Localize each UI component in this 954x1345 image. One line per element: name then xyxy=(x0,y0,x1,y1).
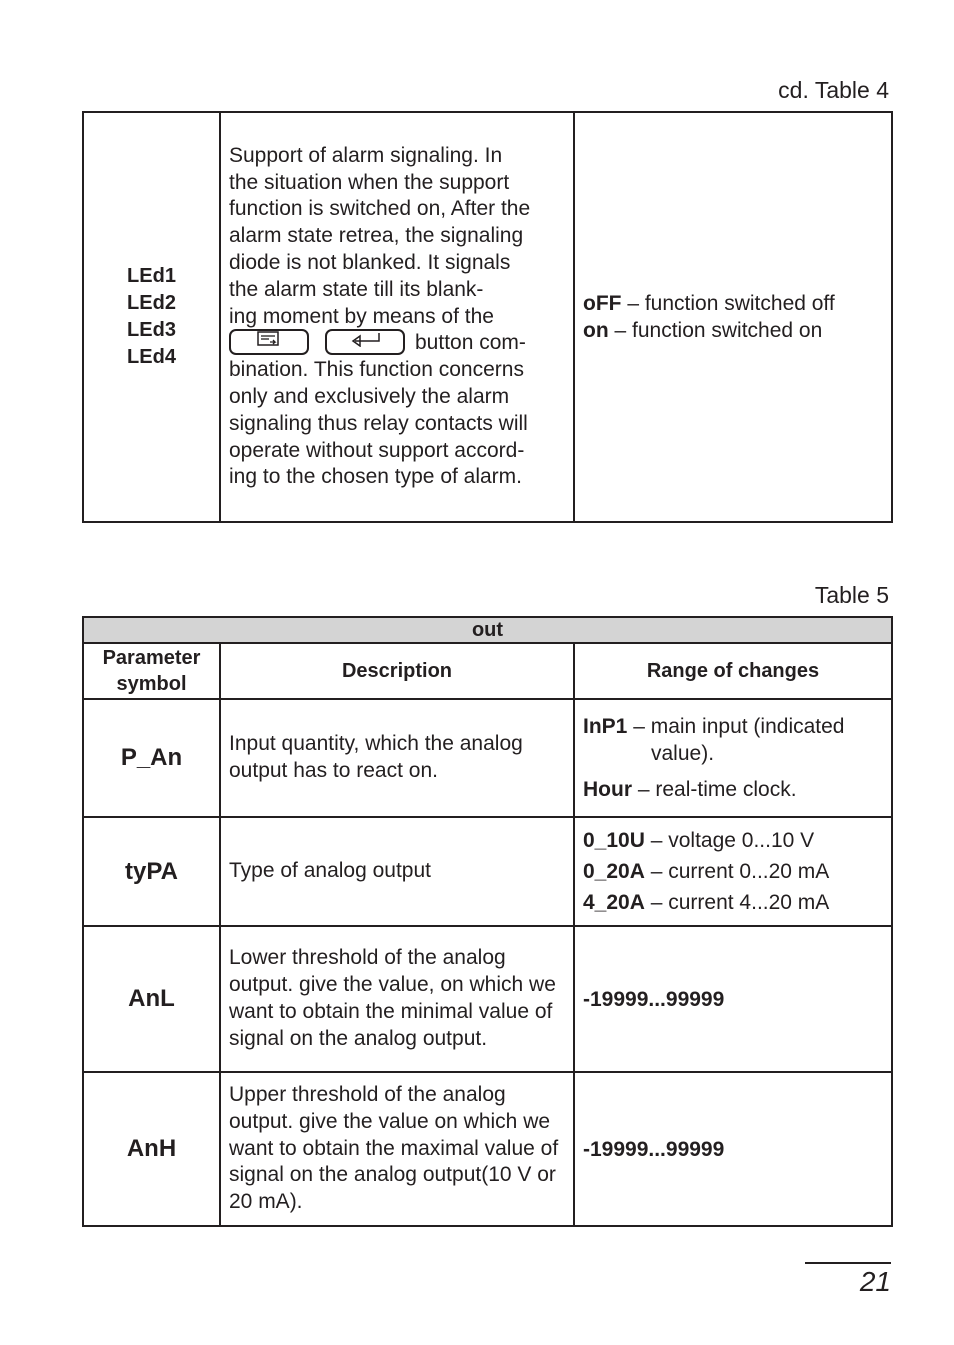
desc-key-line xyxy=(229,330,565,357)
header-range: Range of changes xyxy=(574,643,892,699)
desc-line: only and exclusively the alarm xyxy=(229,384,510,408)
page-number: 21 xyxy=(859,1266,891,1297)
table-row xyxy=(83,817,892,926)
parameter-symbol: AnH xyxy=(83,1072,220,1226)
table-header-row xyxy=(83,643,892,699)
header-description: Description xyxy=(220,643,574,699)
range-option: 0_10U – voltage 0...10 V xyxy=(583,829,815,852)
table-row xyxy=(83,926,892,1072)
symbol-led3: LEd3 xyxy=(127,319,176,341)
parameter-description: Upper threshold of the analog output. give the value on which we want to obtain the maximal value of signal on the analog output(10 V or 20 mA). xyxy=(220,1072,574,1226)
table-row xyxy=(83,1072,892,1226)
range-option: on – function switched on xyxy=(583,319,823,342)
parameter-description: Input quantity, which the analog output has to react on. xyxy=(220,699,574,817)
led-symbols-cell xyxy=(83,112,220,522)
parameter-symbol: P_An xyxy=(83,699,220,817)
menu-key-icon xyxy=(229,329,309,355)
symbol-led2: LEd2 xyxy=(127,292,176,314)
table4-caption: cd. Table 4 xyxy=(778,77,889,103)
header-parameter-symbol: Parameter symbol xyxy=(83,643,220,699)
symbol-led1: LEd1 xyxy=(127,265,176,287)
parameter-description: Lower threshold of the analog output. give the value, on which we want to obtain the minimal value of signal on the analog output. xyxy=(220,926,574,1072)
led-range-cell xyxy=(574,112,892,522)
table-group-header-row xyxy=(83,617,892,643)
parameter-description: Type of analog output xyxy=(220,817,574,926)
desc-line: ing moment by means of the xyxy=(229,304,494,328)
desc-line: signaling thus relay contacts will xyxy=(229,411,528,435)
desc-line: function is switched on, After the xyxy=(229,197,531,221)
group-header-out: out xyxy=(83,617,892,643)
parameter-range xyxy=(574,1072,892,1226)
table-row xyxy=(83,699,892,817)
range-value: -19999...99999 xyxy=(583,1137,725,1161)
table5 xyxy=(82,616,893,1227)
desc-line: the situation when the support xyxy=(229,170,510,194)
desc-line: ing to the chosen type of alarm. xyxy=(229,465,523,489)
range-option: 0_20A – current 0...20 mA xyxy=(583,860,830,883)
enter-key-icon xyxy=(325,329,405,355)
range-option-continuation: value). xyxy=(651,742,715,765)
desc-line: the alarm state till its blank- xyxy=(229,277,484,301)
desc-line: diode is not blanked. It signals xyxy=(229,251,511,274)
range-option: Hour – real-time clock. xyxy=(583,778,797,801)
table4 xyxy=(82,111,893,523)
table-row xyxy=(83,112,892,522)
table5-caption: Table 5 xyxy=(814,582,889,608)
parameter-range xyxy=(574,926,892,1072)
desc-line: alarm state retrea, the signaling xyxy=(229,224,524,248)
desc-line: Support of alarm signaling. In xyxy=(229,143,503,167)
range-value: -19999...99999 xyxy=(583,987,725,1011)
desc-key-text: button com- xyxy=(415,331,526,355)
desc-line: bination. This function concerns xyxy=(229,358,524,382)
parameter-symbol: AnL xyxy=(83,926,220,1072)
symbol-led4: LEd4 xyxy=(127,346,176,368)
parameter-range xyxy=(574,817,892,926)
page-number-rule xyxy=(805,1262,891,1264)
range-option: oFF – function switched off xyxy=(583,292,835,315)
led-description-cell xyxy=(220,112,574,522)
range-option: InP1 – main input (indicated xyxy=(583,715,845,738)
parameter-range xyxy=(574,699,892,817)
range-option: 4_20A – current 4...20 mA xyxy=(583,891,830,914)
desc-line: operate without support accord- xyxy=(229,438,525,462)
parameter-symbol: tyPA xyxy=(83,817,220,926)
